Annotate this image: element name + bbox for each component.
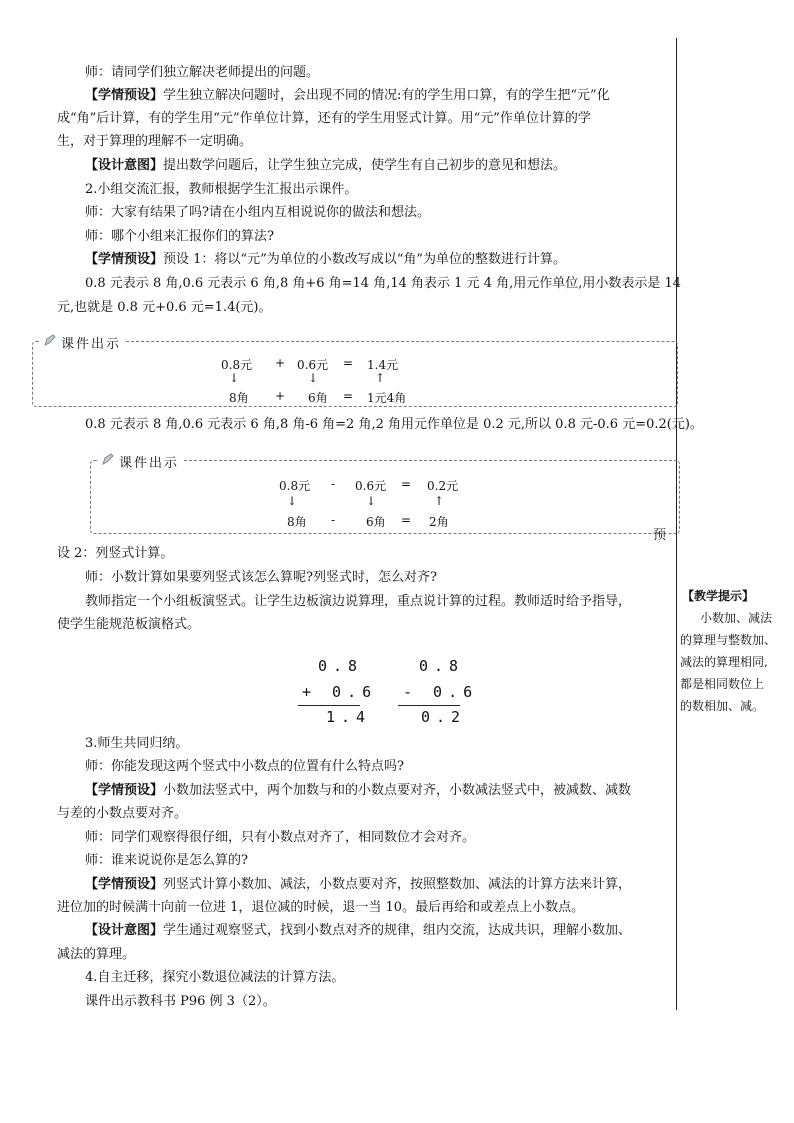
value-result: 0.2元 xyxy=(427,479,459,493)
equals: = xyxy=(401,477,412,491)
arrow-down-icon: ↓ xyxy=(229,371,240,385)
value-b: 0.6元 xyxy=(297,358,329,372)
paragraph-preset xyxy=(57,782,631,800)
paragraph-text: 与差的小数点要对齐。 xyxy=(57,806,188,821)
paragraph-text: 减法的算理。 xyxy=(57,947,136,962)
value-a: 0.8元 xyxy=(279,479,311,493)
arrow-down-icon: ↓ xyxy=(287,494,298,508)
value-b-jiao: 6角 xyxy=(308,391,328,405)
value-result: 1.4元 xyxy=(367,358,399,372)
teaching-tip-title: 【教学提示】 xyxy=(682,589,755,603)
arrow-down-icon: ↓ xyxy=(366,494,377,508)
paragraph-text: 0.8 元表示 8 角,0.6 元表示 6 角,8 角+6 角=14 角,14 角表示 1 元 4 角,用元作单位,用小数表示是 14 xyxy=(85,276,682,291)
paragraph-text: 提出数学问题后，让学生独立完成，使学生有自己初步的意见和想法。 xyxy=(163,158,567,173)
teacher-line: 师：谁来说说你是怎么算的? xyxy=(85,853,248,868)
tag-label: 【学情预设】 xyxy=(85,783,164,798)
equals: = xyxy=(401,513,412,527)
operator: - xyxy=(331,513,336,527)
paragraph-text: 学生独立解决问题时，会出现不同的情况:有的学生用口算，有的学生把“元”化 xyxy=(163,88,610,103)
courseware-title-text: 课件出示 xyxy=(61,337,122,352)
courseware-title xyxy=(41,333,125,352)
teacher-line: 师：哪个小组来汇报你们的算法? xyxy=(85,229,274,244)
paragraph-preset xyxy=(57,876,631,894)
arrow-down-icon: ↓ xyxy=(308,371,319,385)
paragraph-text: 进位加的时候满十向前一位进 1，退位减的时候，退一当 10。最后再给和或差点上小数点。 xyxy=(57,900,585,915)
paragraph-text: 使学生能规范板演格式。 xyxy=(57,617,201,632)
value-b: 0.6元 xyxy=(355,479,387,493)
vertical-sub-rule xyxy=(398,705,460,706)
paragraph-intent xyxy=(57,922,631,940)
paragraph-text: 预 xyxy=(653,528,667,543)
vertical-sub-result: 0.2 xyxy=(421,708,467,726)
operator: + xyxy=(275,356,286,370)
step-heading: 2.小组交流汇报，教师根据学生汇报出示课件。 xyxy=(85,182,358,197)
courseware-box-addition xyxy=(32,337,678,407)
value-a-jiao: 8角 xyxy=(287,515,307,529)
paragraph-text: 0.8 元表示 8 角,0.6 元表示 6 角,8 角-6 角=2 角,2 角用元作单位是 0.2 元,所以 0.8 元-0.6 元=0.2(元)。 xyxy=(85,417,703,432)
paragraph-text: 学生通过观察竖式，找到小数点对齐的规律，组内交流，达成共识，理解小数加、 xyxy=(163,923,632,938)
courseware-title-text: 课件出示 xyxy=(119,456,180,471)
step-heading: 3.师生共同归纳。 xyxy=(85,736,189,751)
tag-label: 【学情预设】 xyxy=(85,877,164,892)
vertical-add-result: 1.4 xyxy=(326,708,372,726)
teacher-line: 师：你能发现这两个竖式中小数点的位置有什么特点吗? xyxy=(85,759,404,774)
tag-label: 【学情预设】 xyxy=(85,88,164,103)
paragraph-preset xyxy=(57,87,610,105)
tag-label: 【学情预设】 xyxy=(85,252,164,267)
courseware-box-subtraction xyxy=(90,456,680,534)
operator: - xyxy=(331,477,336,491)
teaching-tip-line: 都是相同数位上 xyxy=(680,677,765,691)
tag-label: 【设计意图】 xyxy=(85,923,164,938)
equals: = xyxy=(343,356,354,370)
vertical-add-top: 0.8 xyxy=(318,657,364,675)
teacher-line: 师：请同学们独立解决老师提出的问题。 xyxy=(85,65,320,80)
paragraph-text: 教师指定一个小组板演竖式。让学生边板演边说算理，重点说计算的过程。教师适时给予指导， xyxy=(85,594,632,609)
paragraph-text: 成“角”后计算，有的学生用“元”作单位计算，还有的学生用竖式计算。用“元”作单位计算的学 xyxy=(57,111,591,126)
teaching-tip-line: 的数相加、减。 xyxy=(680,699,765,713)
paragraph-preset xyxy=(57,251,566,269)
arrow-up-icon: ↑ xyxy=(434,494,445,508)
paragraph-intent xyxy=(57,157,566,175)
tag-label: 【设计意图】 xyxy=(85,158,164,173)
teaching-tip-line: 小数加、减法 xyxy=(700,611,773,625)
paragraph-text: 列竖式计算小数加、减法，小数点要对齐，按照整数加、减法的计算方法来计算， xyxy=(163,877,632,892)
equals: = xyxy=(343,389,354,403)
paragraph-text: 课件出示教科书 P96 例 3（2）。 xyxy=(85,994,276,1009)
value-a: 0.8元 xyxy=(221,358,253,372)
value-result-jiao: 2角 xyxy=(429,515,449,529)
vertical-add-rule xyxy=(298,705,360,706)
paragraph-text: 生，对于算理的理解不一定明确。 xyxy=(57,134,253,149)
teacher-line: 师：同学们观察得很仔细，只有小数点对齐了，相同数位才会对齐。 xyxy=(85,830,476,845)
teacher-line: 师：大家有结果了吗?请在小组内互相说说你的做法和想法。 xyxy=(85,205,430,220)
paragraph-text: 小数加法竖式中，两个加数与和的小数点要对齐，小数减法竖式中，被减数、减数 xyxy=(163,783,632,798)
paragraph-text: 设 2：列竖式计算。 xyxy=(57,546,174,561)
operator: + xyxy=(275,389,286,403)
vertical-add-mid: + 0.6 xyxy=(302,683,378,701)
teacher-line: 师：小数计算如果要列竖式该怎么算呢?列竖式时，怎么对齐? xyxy=(85,570,437,585)
value-b-jiao: 6角 xyxy=(366,515,386,529)
paragraph-text: 预设 1：将以“元”为单位的小数改写成以“角”为单位的整数进行计算。 xyxy=(163,252,567,267)
courseware-title xyxy=(99,452,183,471)
vertical-sub-top: 0.8 xyxy=(419,657,465,675)
value-result-jiao: 1元4角 xyxy=(367,391,407,405)
arrow-up-icon: ↑ xyxy=(375,371,386,385)
pencil-icon xyxy=(101,452,115,466)
teaching-tip-line: 减法的算理相同, xyxy=(680,655,768,669)
vertical-sub-mid: - 0.6 xyxy=(403,683,479,701)
value-a-jiao: 8角 xyxy=(229,391,249,405)
teaching-tip-line: 的算理与整数加、 xyxy=(680,633,777,647)
step-heading: 4.自主迁移，探究小数退位减法的计算方法。 xyxy=(85,970,345,985)
pencil-icon xyxy=(43,333,57,347)
teaching-tip xyxy=(676,585,794,717)
paragraph-text: 元,也就是 0.8 元+0.6 元=1.4(元)。 xyxy=(57,300,272,315)
